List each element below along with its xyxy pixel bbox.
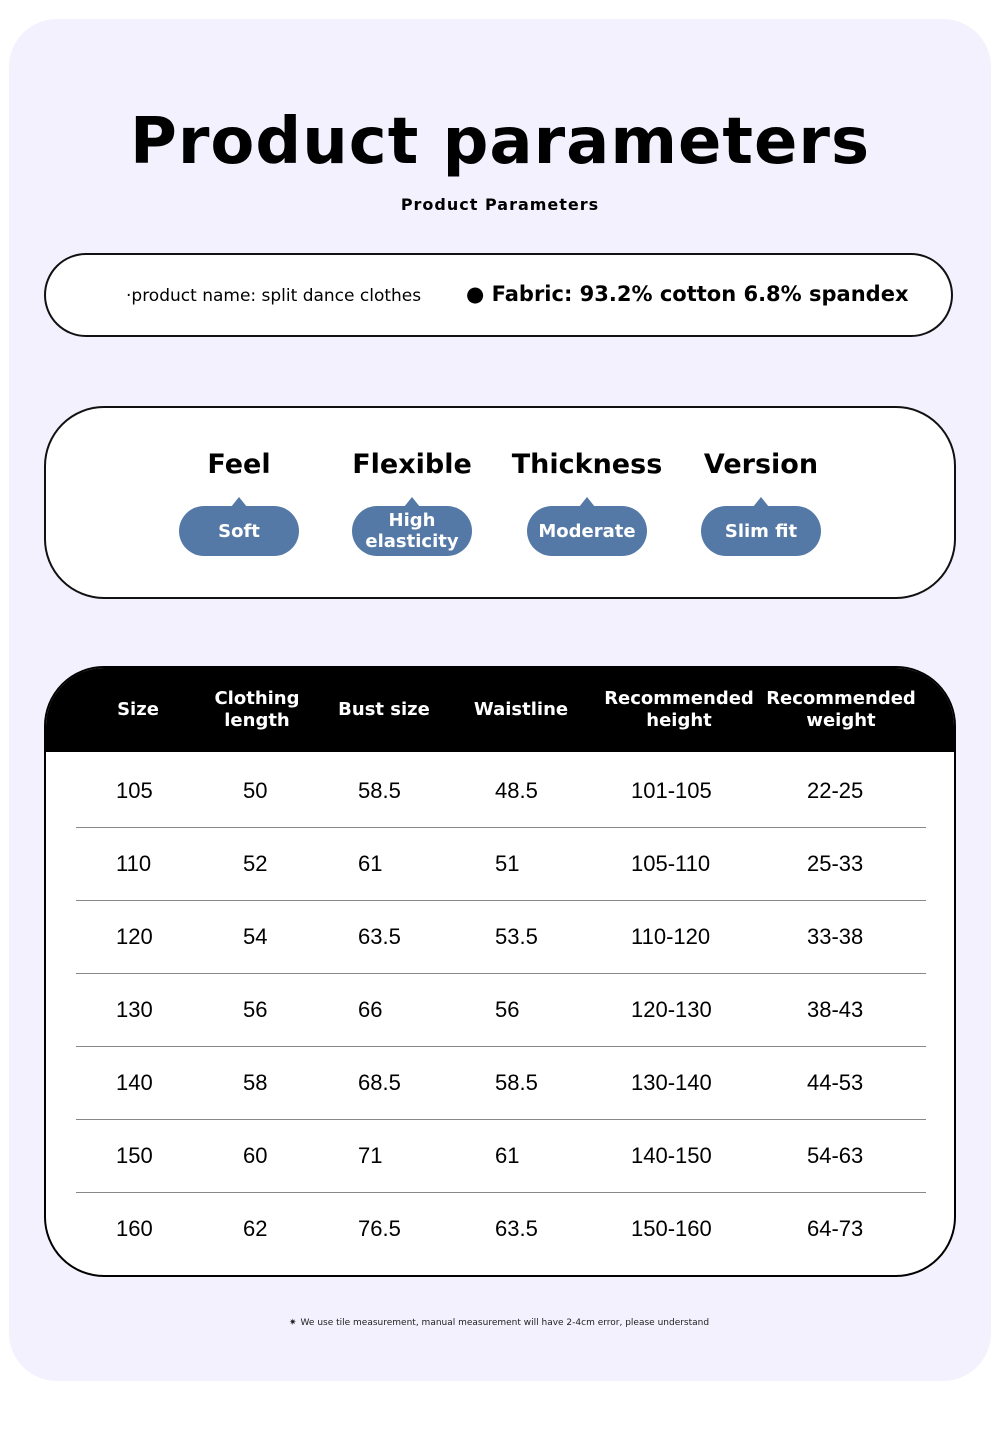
cell-height: 110-120 xyxy=(631,924,711,949)
cell-height: 105-110 xyxy=(631,851,711,876)
cell-size: 130 xyxy=(116,997,153,1022)
cell-height: 101-105 xyxy=(631,778,712,803)
table-row xyxy=(76,754,926,828)
measurement-note xyxy=(289,1314,719,1332)
cell-weight: 44-53 xyxy=(807,1070,864,1095)
cell-length: 54 xyxy=(243,924,268,949)
cell-height: 150-160 xyxy=(631,1216,712,1241)
cell-waist: 51 xyxy=(495,851,520,876)
table-row xyxy=(76,973,926,1047)
cell-weight: 64-73 xyxy=(807,1216,864,1241)
feature-value-pill: High elasticity xyxy=(352,506,472,556)
cell-bust: 63.5 xyxy=(358,924,401,949)
feature-label: Flexible xyxy=(352,449,472,480)
cell-bust: 76.5 xyxy=(358,1216,401,1241)
header-recommended-weight: Recommended weight xyxy=(766,688,916,731)
cell-weight: 25-33 xyxy=(807,851,864,876)
cell-weight: 38-43 xyxy=(807,997,864,1022)
cell-size: 160 xyxy=(116,1216,153,1241)
header-size: Size xyxy=(117,699,159,720)
cell-waist: 48.5 xyxy=(495,778,538,803)
table-row xyxy=(76,1119,926,1193)
cell-length: 62 xyxy=(243,1216,268,1241)
header-clothing-length: Clothing length xyxy=(214,688,300,731)
table-header xyxy=(46,668,954,752)
cell-waist: 58.5 xyxy=(495,1070,538,1095)
size-table xyxy=(44,666,956,1277)
cell-bust: 66 xyxy=(358,997,383,1022)
cell-waist: 53.5 xyxy=(495,924,538,949)
feature-value-pill: Soft xyxy=(179,506,299,556)
cell-waist: 56 xyxy=(495,997,520,1022)
cell-height: 130-140 xyxy=(631,1070,712,1095)
cell-waist: 63.5 xyxy=(495,1216,538,1241)
feature-version xyxy=(666,448,856,556)
cell-height: 140-150 xyxy=(631,1143,712,1168)
cell-bust: 68.5 xyxy=(358,1070,401,1095)
cell-length: 50 xyxy=(243,778,268,803)
cell-weight: 33-38 xyxy=(807,924,864,949)
feature-label: Version xyxy=(703,449,819,480)
cell-length: 52 xyxy=(243,851,268,876)
table-row xyxy=(76,1046,926,1120)
cell-height: 120-130 xyxy=(631,997,712,1022)
cell-waist: 61 xyxy=(495,1143,520,1168)
feature-label: Thickness xyxy=(511,449,663,480)
fabric-text: ● Fabric: 93.2% cotton 6.8% spandex xyxy=(466,282,909,306)
star-icon: ✷ xyxy=(289,1318,297,1328)
cell-size: 110 xyxy=(116,851,152,876)
page-title: Product parameters xyxy=(129,105,871,179)
cell-bust: 71 xyxy=(358,1143,383,1168)
header-waistline: Waistline xyxy=(473,699,569,720)
cell-size: 105 xyxy=(116,778,153,803)
page-subtitle: Product Parameters xyxy=(400,195,600,214)
cell-bust: 61 xyxy=(358,851,383,876)
table-row xyxy=(76,827,926,901)
cell-size: 120 xyxy=(116,924,153,949)
feature-label: Feel xyxy=(207,449,271,480)
header-bust-size: Bust size xyxy=(338,699,430,720)
product-name-text: ·product name: split dance clothes xyxy=(126,286,422,306)
feature-feel xyxy=(144,448,334,556)
feature-value-pill: Moderate xyxy=(527,506,647,556)
cell-length: 58 xyxy=(243,1070,268,1095)
product-info-box xyxy=(44,253,953,337)
feature-thickness xyxy=(492,448,682,556)
cell-bust: 58.5 xyxy=(358,778,401,803)
feature-value-pill: Slim fit xyxy=(701,506,821,556)
cell-size: 150 xyxy=(116,1143,153,1168)
cell-length: 56 xyxy=(243,997,268,1022)
cell-length: 60 xyxy=(243,1143,268,1168)
feature-flexible xyxy=(317,448,507,556)
cell-size: 140 xyxy=(116,1070,153,1095)
feature-box xyxy=(44,406,956,599)
table-row xyxy=(76,1192,926,1265)
cell-weight: 54-63 xyxy=(807,1143,864,1168)
header-recommended-height: Recommended height xyxy=(604,688,754,731)
table-row xyxy=(76,900,926,974)
measurement-note-text: We use tile measurement, manual measurement will have 2-4cm error, please understand xyxy=(300,1318,710,1328)
cell-weight: 22-25 xyxy=(807,778,864,803)
